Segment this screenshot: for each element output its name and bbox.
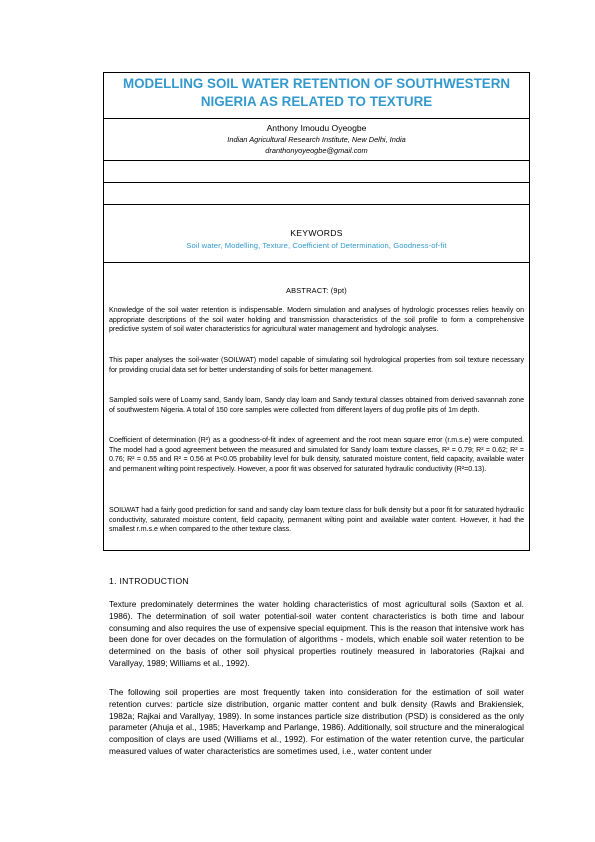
abstract-paragraph: SOILWAT had a fairly good prediction for sand and sandy clay loam texture class for bulk density but a poor fit for saturated hydraulic conductivity, saturated moisture content, field capacity, permanent wilting point and available water content. However, it had the smallest r.m.s.e when compared to the other texture class. bbox=[109, 507, 524, 534]
empty-row-1 bbox=[104, 161, 529, 183]
header-table bbox=[103, 72, 530, 551]
abstract-heading: ABSTRACT: (9pt) bbox=[286, 286, 347, 295]
author-affiliation: Indian Agricultural Research Institute, New Delhi, India bbox=[227, 135, 406, 144]
abstract-paragraph: Coefficient of determination (R²) as a goodness-of-fit index of agreement and the root mean square error (r.m.s.e) were computed. The model had a good agreement between the measured and simulated for Sandy loam texture classes, R² = 0.79; R² = 0.62; R² = 0.76; R² = 0.55 and R² = 0.56 at P<0.05 probability level for bulk density, saturated moisture content, field capacity, available water and permanent wilting point respectively. However, a poor fit was observed for saturated hydraulic conductivity (R²=0.13). bbox=[109, 437, 524, 473]
keywords-row bbox=[104, 205, 529, 263]
abstract-paragraph: This paper analyses the soil-water (SOILWAT) model capable of simulating soil hydrological properties from soil texture necessary for providing crucial data set for better understanding of soils for better management. bbox=[109, 357, 524, 374]
empty-row-2 bbox=[104, 183, 529, 205]
paper-title: MODELLING SOIL WATER RETENTION OF SOUTHWESTERN NIGERIA AS RELATED TO TEXTURE bbox=[122, 76, 511, 109]
keywords-heading: KEYWORDS bbox=[290, 228, 343, 238]
body-paragraph: Texture predominately determines the water holding characteristics of most agricultural soils (Saxton et al. 1986). The determination of soil water potential-soil water content characteristics is both time and labour consuming and also requires the use of expensive special equipment. This is the reason that intensive work has been done for over decades on the formulation of algorithms - models, which enable soil water retention to be determined on the basis of other soil physical properties routinely measured in laboratories (Rajkai and Varallyay, 1989; Williams et al., 1992). bbox=[109, 599, 524, 668]
abstract-paragraph: Knowledge of the soil water retention is indispensable. Modern simulation and analyses of hydrologic processes relies heavily on appropriate descriptions of the soil water holding and transmission characteristics of the soil profile to form a comprehensive predictive system of soil water characteristics for agricultural water management and hydrologic analyses. bbox=[109, 307, 524, 334]
keywords-list: Soil water, Modelling, Texture, Coefficient of Determination, Goodness-of-fit bbox=[186, 241, 447, 250]
author-name: Anthony Imoudu Oyeogbe bbox=[266, 123, 367, 133]
author-row bbox=[104, 119, 529, 161]
author-email: dranthonyoyeogbe@gmail.com bbox=[265, 146, 368, 155]
section-heading: 1. INTRODUCTION bbox=[109, 576, 189, 586]
title-row bbox=[104, 73, 529, 119]
abstract-paragraph: Sampled soils were of Loamy sand, Sandy loam, Sandy clay loam and Sandy textural classes obtained from derived savannah zone of southwestern Nigeria. A total of 150 core samples were collected from different layers of dug profile pits of 1m depth. bbox=[109, 397, 524, 414]
body-paragraph: The following soil properties are most frequently taken into consideration for the estimation of soil water retention curves: particle size distribution, organic matter content and bulk density (Rawls and Brakiensiek, 1982a; Rajkai and Varallyay, 1989). In some instances particle size distribution (PSD) is considered as the only parameter (Ahuja et al., 1985; Haverkamp and Parlange, 1986). Additionally, soil structure and the mineralogical composition of clays are used (Williams et al., 1992). For estimation of the water retention curve, the particular measured values of water characteristics are sometimes used, i.e., water content under bbox=[109, 687, 524, 756]
